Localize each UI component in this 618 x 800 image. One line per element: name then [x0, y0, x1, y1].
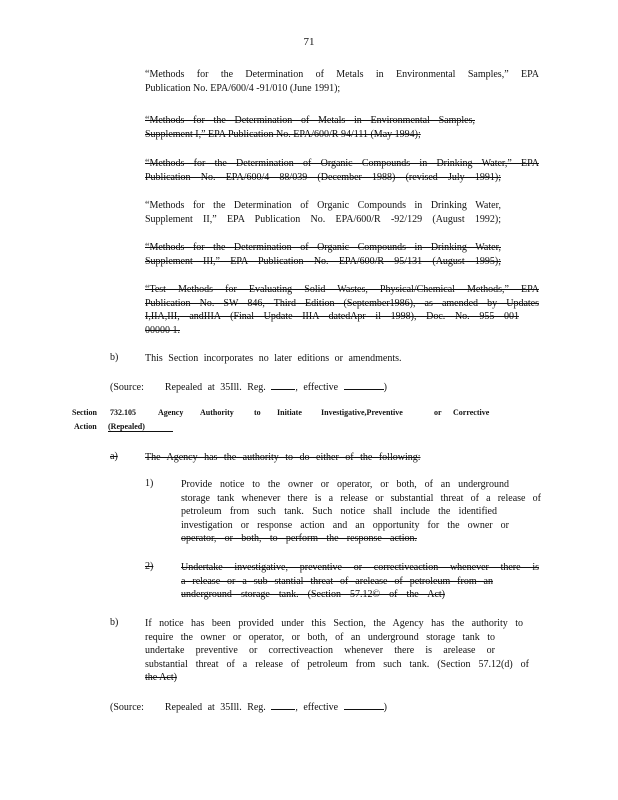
section-heading: Section Action 732.105 (Repealed) Agency Authority to Initiate Investigative,Preventive or Corrective: [72, 408, 490, 431]
item-b2-text: If notice has been provided under this Section, the Agency has the authority to require the owner or operator, or both, of an underground storage tank to undertake preventive or correctiveaction whenever there is arelease or substantial threat of a release of petroleum from such tank. (Section 57.12(d) of the Act): [145, 618, 529, 683]
reference-6-struck: “Test Methods for Evaluating Solid Wastes, Physical/Chemical Methods,” EPA Publication No. SW 846, Third Edition (September1986), as amended by Updates I,IIA,III, andIIIA (Final Update IIIA datedApr il 1998), Doc. No. 955 001 00000 1.: [145, 284, 539, 336]
item-a-text: The Agency has the authority to do either of the following:: [145, 452, 421, 463]
item-b-label: b): [110, 352, 119, 363]
sub-item-2-text: Undertake investigative, preventive or correctiveaction whenever there is a release or a sub stantial threat of arelease of petroleum from an underground storage tank. (Section 57.12© of the Act): [181, 562, 539, 600]
reference-3-struck: “Methods for the Determination of Organic Compounds in Drinking Water,” EPA Publication No. EPA/600/4 88/039 (December 1988) (revised July 1991);: [145, 158, 539, 183]
reference-5-struck: “Methods for the Determination of Organic Compounds in Drinking Water, Supplement III,” EPA Publication No. EPA/600/R 95/131 (August 1995);: [145, 242, 501, 267]
source-note: (Source: Repealed at 35Ill. Reg. , effective ): [110, 382, 387, 393]
reference-4: “Methods for the Determination of Organic Compounds in Drinking Water, Supplement II,” EPA Publication No. EPA/600/R -92/129 (August 1992);: [145, 200, 501, 225]
reference-1: “Methods for the Determination of Metals in Environmental Samples,” EPA Publication No. EPA/600/4 -91/010 (June 1991);: [145, 69, 539, 94]
item-b2-label: b): [110, 617, 119, 628]
sub-item-1-label: 1): [145, 478, 154, 489]
effective-date-blank-2: [344, 700, 384, 710]
effective-date-blank: [344, 380, 384, 390]
item-b-text: This Section incorporates no later editions or amendments.: [145, 353, 402, 364]
source-note-2: (Source: Repealed at 35Ill. Reg. , effective ): [110, 702, 387, 713]
item-a-label: a): [110, 451, 118, 462]
sub-item-2-label: 2): [145, 561, 154, 572]
sub-item-1-text: Provide notice to the owner or operator, or both, of an underground storage tank whenever there is a release or substantial threat of a release of petroleum from such tank. Such notice shall include the identified investigation or response action and an opportunity for the owner or operator, or both, to perform the response action.: [181, 479, 541, 544]
register-blank: [271, 380, 295, 390]
page-number: 71: [303, 36, 315, 48]
register-blank-2: [271, 700, 295, 710]
reference-2-struck: “Methods for the Determination of Metals in Environmental Samples, Supplement I,” EPA Publication No. EPA/600/R 94/111 (May 1994);: [145, 115, 475, 140]
